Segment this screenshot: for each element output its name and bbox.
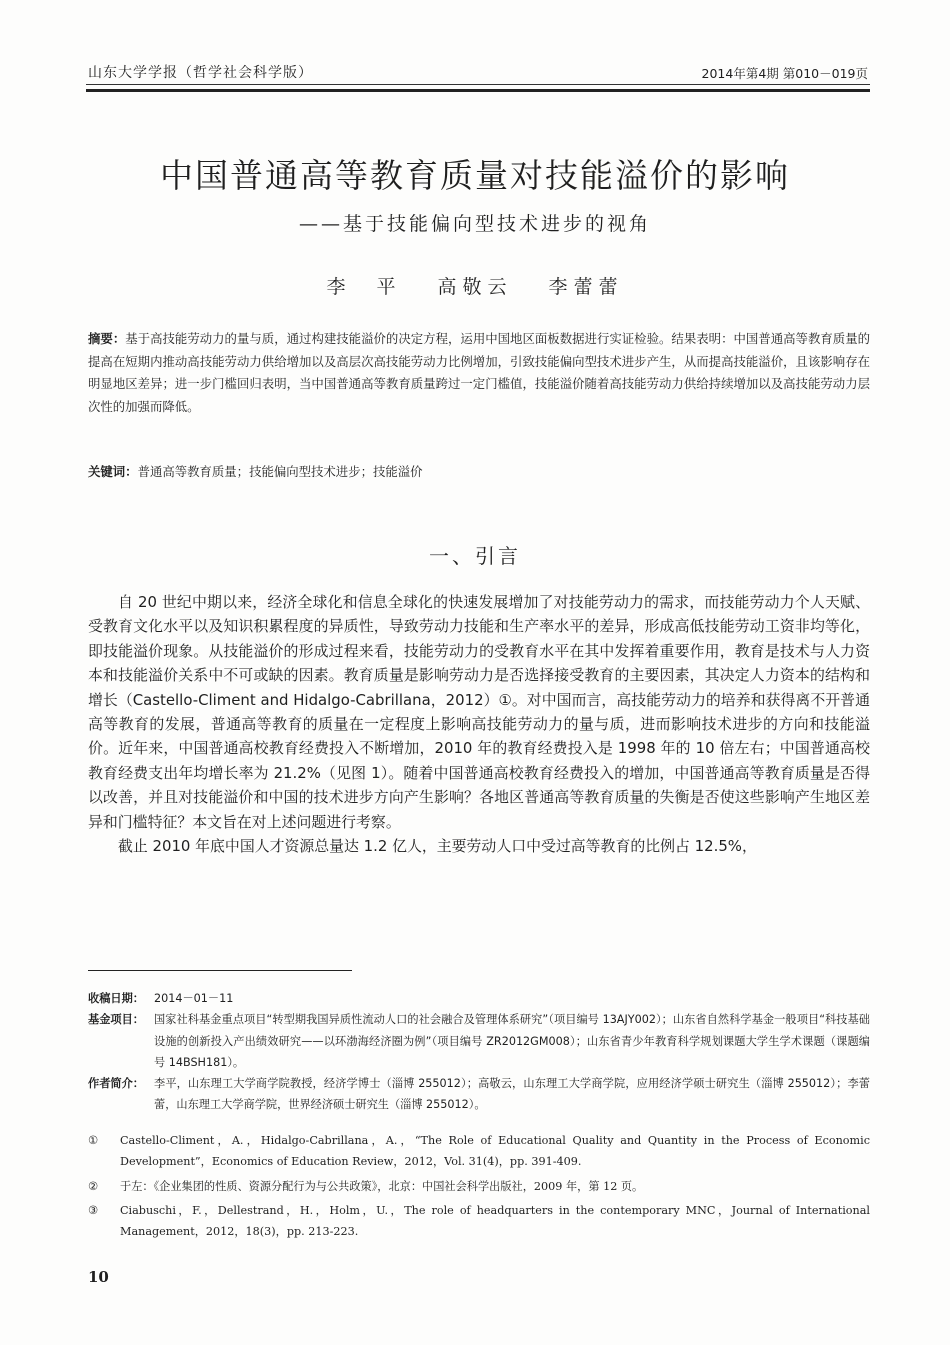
footnote-number: ③ [88,1203,99,1217]
meta-text: 2014－01－11 [154,992,234,1005]
author-name: 李蕾蕾 [548,276,624,298]
section-heading: 一、引言 [429,544,521,568]
footnote-number: ② [88,1179,99,1193]
footnote [88,1130,870,1173]
journal-name: 山东大学学报（哲学社会科学版） [88,65,313,81]
author-name: 高敬云 [437,276,513,298]
paragraph: 自 20 世纪中期以来，经济全球化和信息全球化的快速发展增加了对技能劳动力的需求，而技能劳动力个人天赋、受教育文化水平以及知识积累程度的异质性，导致劳动力技能和生产率水平的差异，形成高低技能劳动工资非均等化，即技能溢价现象。从技能溢价的形成过程来看，技能劳动力的受教育水平在其中发挥着重要作用，教育是技术与人力资本和技能溢价关系中不可或缺的因素。教育质量是影响劳动力是否选择接受教育的主要因素，其决定人力资本的结构和增长（Castello-Climent and Hidalgo-Cabrillana，2012）①。对中国而言，高技能劳动力的培养和获得离不开普通高等教育的发展，普通高等教育的质量在一定程度上影响高技能劳动力的量与质，进而影响技术进步的方向和技能溢价。近年来，中国普通高校教育经费投入不断增加，2010 年的教育经费投入是 1998 年的 10 倍左右；中国普通高校教育经费支出年均增长率为 21.2%（见图 1）。随着中国普通高校教育经费投入的增加，中国普通高等教育质量是否得以改善，并且对技能溢价和中国的技术进步方向产生影响？各地区普通高等教育质量的失衡是否使这些影响产生地区差异和门槛特征？本文旨在对上述问题进行考察。 [88,593,870,831]
page-number: 10 [88,1268,109,1286]
footnote-text: Castello-Climent，A.，Hidalgo-Cabrillana，A.，“The Role of Educational Quality and Quantity in the Process of Economic Development”，Economics of Education Review，2012，Vol. 31(4)，pp. 391-409. [120,1134,870,1169]
abstract-label: 摘要： [88,331,126,346]
article-subtitle: ——基于技能偏向型技术进步的视角 [298,213,651,235]
keywords-text: 普通高等教育质量；技能偏向型技术进步；技能溢价 [137,464,423,479]
paragraph: 截止 2010 年底中国人才资源总量达 1.2 亿人，主要劳动人口中受过高等教育的比例占 12.5%， [118,837,757,856]
meta-label: 收稿日期： [88,992,144,1005]
author-bio [88,1073,870,1116]
article-title: 中国普通高等教育质量对技能溢价的影响 [160,156,790,195]
abstract-text: 基于高技能劳动力的量与质，通过构建技能溢价的决定方程，运用中国地区面板数据进行实证检验。结果表明：中国普通高等教育质量的提高在短期内推动高技能劳动力供给增加以及高层次高技能劳动力比例增加，引致技能偏向型技术进步产生，从而提高技能溢价，且该影响存在明显地区差异；进一步门槛回归表明，当中国普通高等教育质量跨过一定门槛值，技能溢价随着高技能劳动力供给持续增加以及高技能劳动力层次性的加强而降低。 [88,331,871,414]
fund-info [88,1009,870,1073]
footnote [88,1200,870,1243]
footnotes [88,1130,870,1245]
meta-text: 李平，山东理工大学商学院教授，经济学博士（淄博 255012）；高敬云，山东理工大学商学院，应用经济学硕士研究生（淄博 255012）；李蕾蕾，山东理工大学商学院，世界经济硕士研究生（淄博 255012）。 [154,1077,870,1112]
footnote-text: Ciabuschi，F.，Dellestrand，H.，Holm，U.，The role of headquarters in the contemporary MNC，Journal of International Management，2012，18(3)，pp. 213-223. [120,1203,870,1239]
article-meta [88,988,870,1116]
header-rule-thin [86,84,870,85]
received-date [88,988,870,1009]
footnote-rule [88,970,352,971]
meta-text: 国家社科基金重点项目“转型期我国异质性流动人口的社会融合及管理体系研究”（项目编号 13AJY002）；山东省自然科学基金一般项目“科技基础设施的创新投入产出绩效研究——以环渤海经济圈为例”（项目编号 ZR2012GM008）；山东省青少年教育科学规划课题大学生学术课题（课题编号 14BSH181）。 [154,1013,870,1069]
author-list [0,272,950,299]
author-name: 李 平 [326,276,402,298]
abstract [88,328,870,418]
keywords-label: 关键词： [88,464,138,479]
footnote-number: ① [88,1134,99,1147]
meta-label: 作者简介： [88,1077,144,1091]
keywords [88,462,423,480]
issue-info: 2014年第4期 第010－019页 [701,66,868,81]
footnote [88,1176,870,1197]
body-text [88,590,870,858]
header-rule-thick [86,89,870,92]
meta-label: 基金项目： [88,1013,144,1027]
footnote-text: 于左：《企业集团的性质、资源分配行为与公共政策》，北京：中国社会科学出版社，2009 年，第 12 页。 [120,1179,644,1193]
